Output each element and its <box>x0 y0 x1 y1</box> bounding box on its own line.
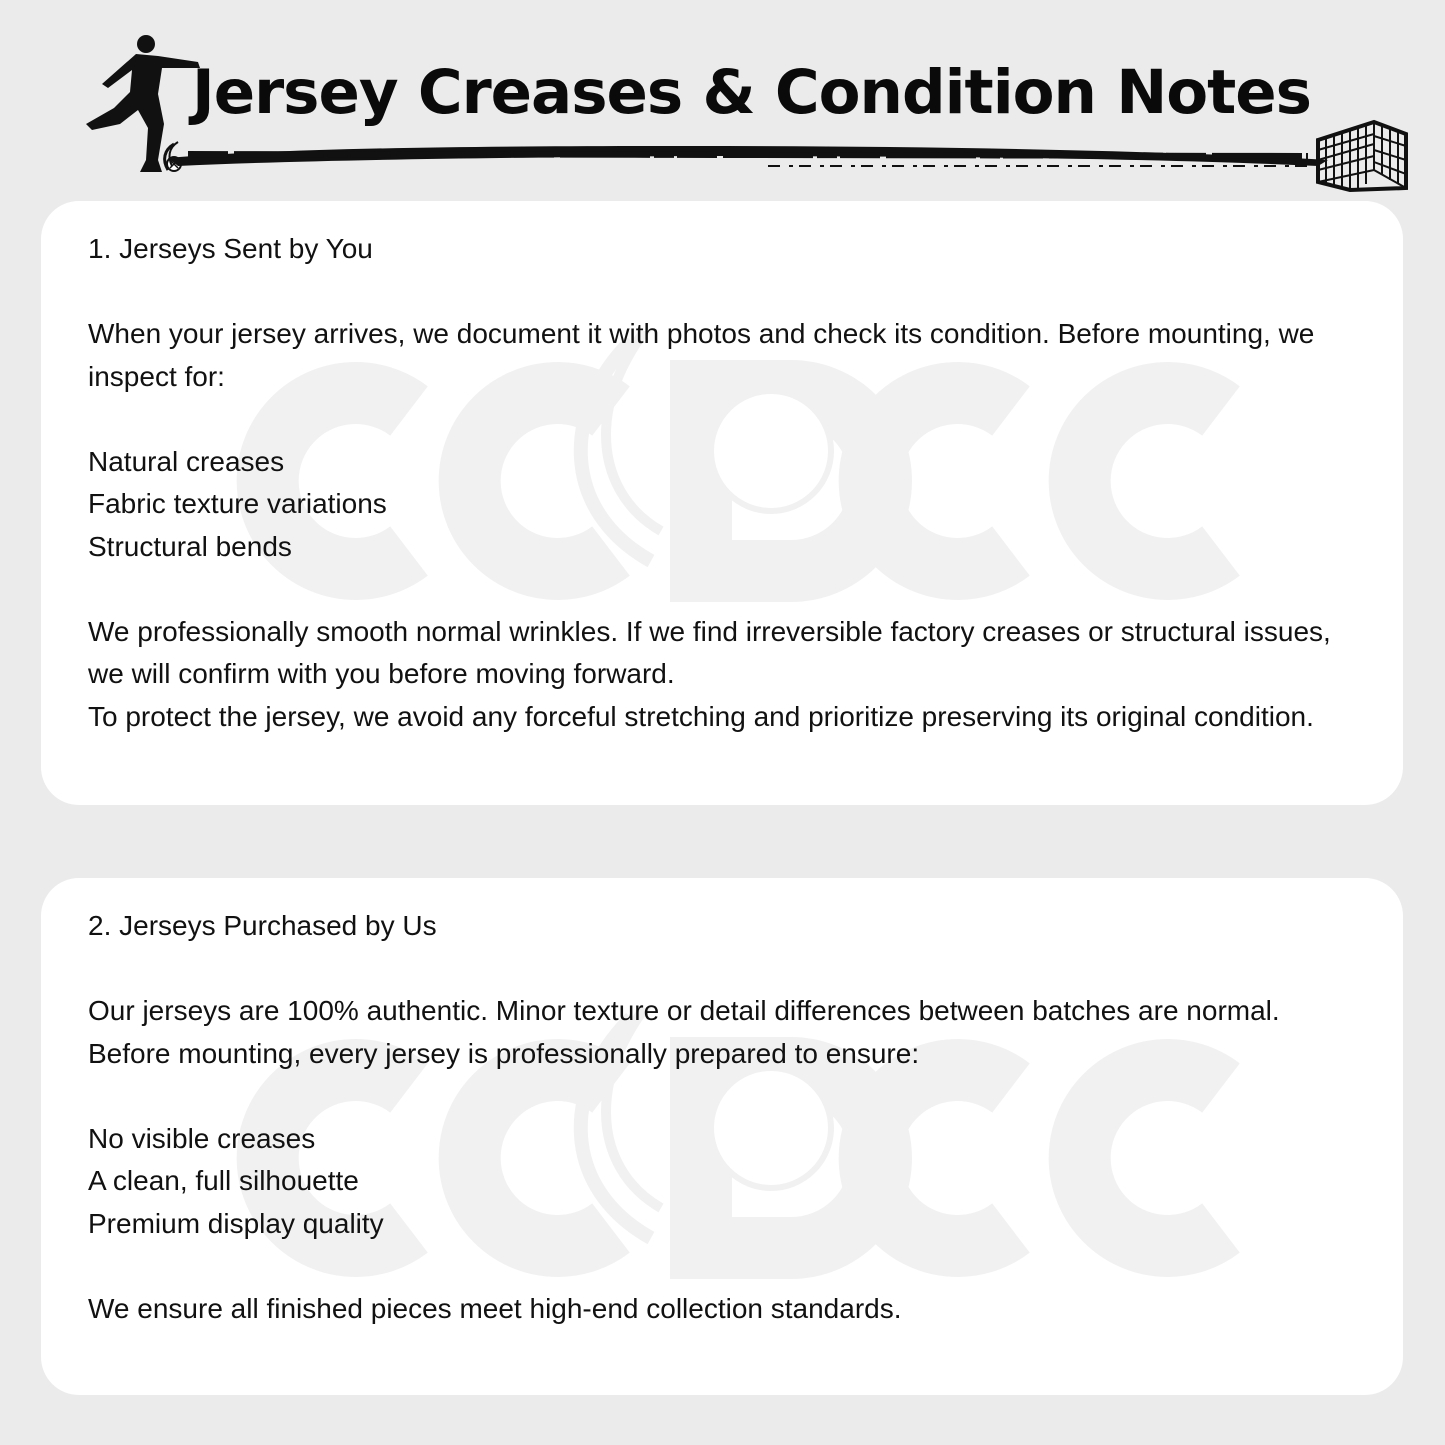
section-intro: When your jersey arrives, we document it with photos and check its condition. Before mounting, we inspect for: <box>88 318 1315 392</box>
section-1-content <box>88 228 1363 738</box>
page-title: Jersey Creases & Condition Notes <box>192 57 1311 128</box>
list-item: A clean, full silhouette <box>88 1165 359 1196</box>
header <box>0 0 1445 200</box>
list-item: No visible creases <box>88 1122 316 1154</box>
section-card-jerseys-purchased <box>41 878 1403 1395</box>
section-2-content <box>88 905 1363 1330</box>
goal-net-icon <box>1312 112 1412 194</box>
brush-stroke-divider <box>168 136 1328 176</box>
paragraph: Before mounting, every jersey is professionally prepared to ensure: <box>88 1037 920 1069</box>
paragraph: We professionally smooth normal wrinkles. If we find irreversible factory creases or structural issues, we will confirm with you before moving forward. <box>88 615 1331 689</box>
list-item: Fabric texture variations <box>88 488 387 519</box>
list-item: Natural creases <box>88 445 285 477</box>
closing-paragraph: We ensure all finished pieces meet high-end collection standards. <box>88 1292 902 1324</box>
section-heading: 1. Jerseys Sent by You <box>88 233 373 264</box>
section-heading: 2. Jerseys Purchased by Us <box>88 910 437 941</box>
list-item: Premium display quality <box>88 1207 384 1239</box>
paragraph: To protect the jersey, we avoid any forceful stretching and prioritize preserving its original condition. <box>88 700 1314 732</box>
section-card-jerseys-sent <box>41 201 1403 805</box>
list-item: Structural bends <box>88 530 292 562</box>
paragraph: Our jerseys are 100% authentic. Minor texture or detail differences between batches are normal. <box>88 995 1280 1026</box>
